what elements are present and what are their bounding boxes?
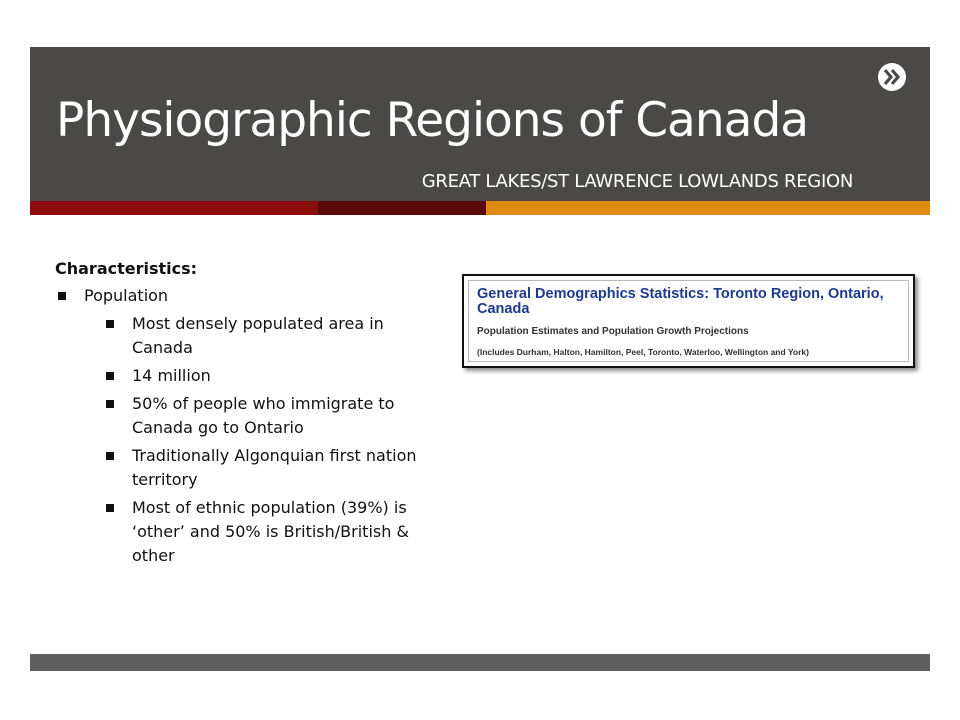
characteristics-list xyxy=(55,259,435,572)
characteristics-heading: Characteristics: xyxy=(55,259,198,278)
demographics-subtitle: Population Estimates and Population Growth Projections xyxy=(477,326,749,337)
accent-stripe-red xyxy=(30,201,318,215)
bullet-text: Population xyxy=(84,286,169,305)
square-bullet-icon xyxy=(106,320,114,328)
sub-bullet xyxy=(55,444,435,492)
square-bullet-icon xyxy=(106,372,114,380)
sub-bullet xyxy=(55,496,435,568)
sub-bullet-text: 14 million xyxy=(132,366,211,385)
sub-bullet xyxy=(55,312,435,360)
demographics-note: (Includes Durham, Halton, Hamilton, Peel, Toronto, Waterloo, Wellington and York) xyxy=(477,347,809,357)
footer-bar xyxy=(30,654,930,671)
square-bullet-icon xyxy=(106,400,114,408)
accent-stripe-orange xyxy=(486,201,930,215)
sub-bullet xyxy=(55,392,435,440)
square-bullet-icon xyxy=(58,292,66,300)
slide-subtitle: GREAT LAKES/ST LAWRENCE LOWLANDS REGION xyxy=(421,171,853,192)
demographics-title: General Demographics Statistics: Toronto Region, Ontario, Canada xyxy=(477,286,884,317)
title-bar xyxy=(30,47,930,201)
sub-bullet-text: Most densely populated area in Canada xyxy=(132,314,384,357)
accent-stripe-dark-red xyxy=(318,201,486,215)
square-bullet-icon xyxy=(106,452,114,460)
sub-bullet-text: Most of ethnic population (39%) is ‘other’ and 50% is British/British & other xyxy=(132,498,409,565)
bullet-population xyxy=(55,284,435,308)
sub-bullet-text: Traditionally Algonquian first nation territory xyxy=(132,446,417,489)
square-bullet-icon xyxy=(106,504,114,512)
demographics-image xyxy=(462,274,915,368)
chevron-double-right-icon xyxy=(876,61,908,93)
slide-title: Physiographic Regions of Canada xyxy=(56,93,809,148)
demographics-panel xyxy=(468,280,909,362)
sub-bullet-text: 50% of people who immigrate to Canada go to Ontario xyxy=(132,394,395,437)
sub-bullet xyxy=(55,364,435,388)
